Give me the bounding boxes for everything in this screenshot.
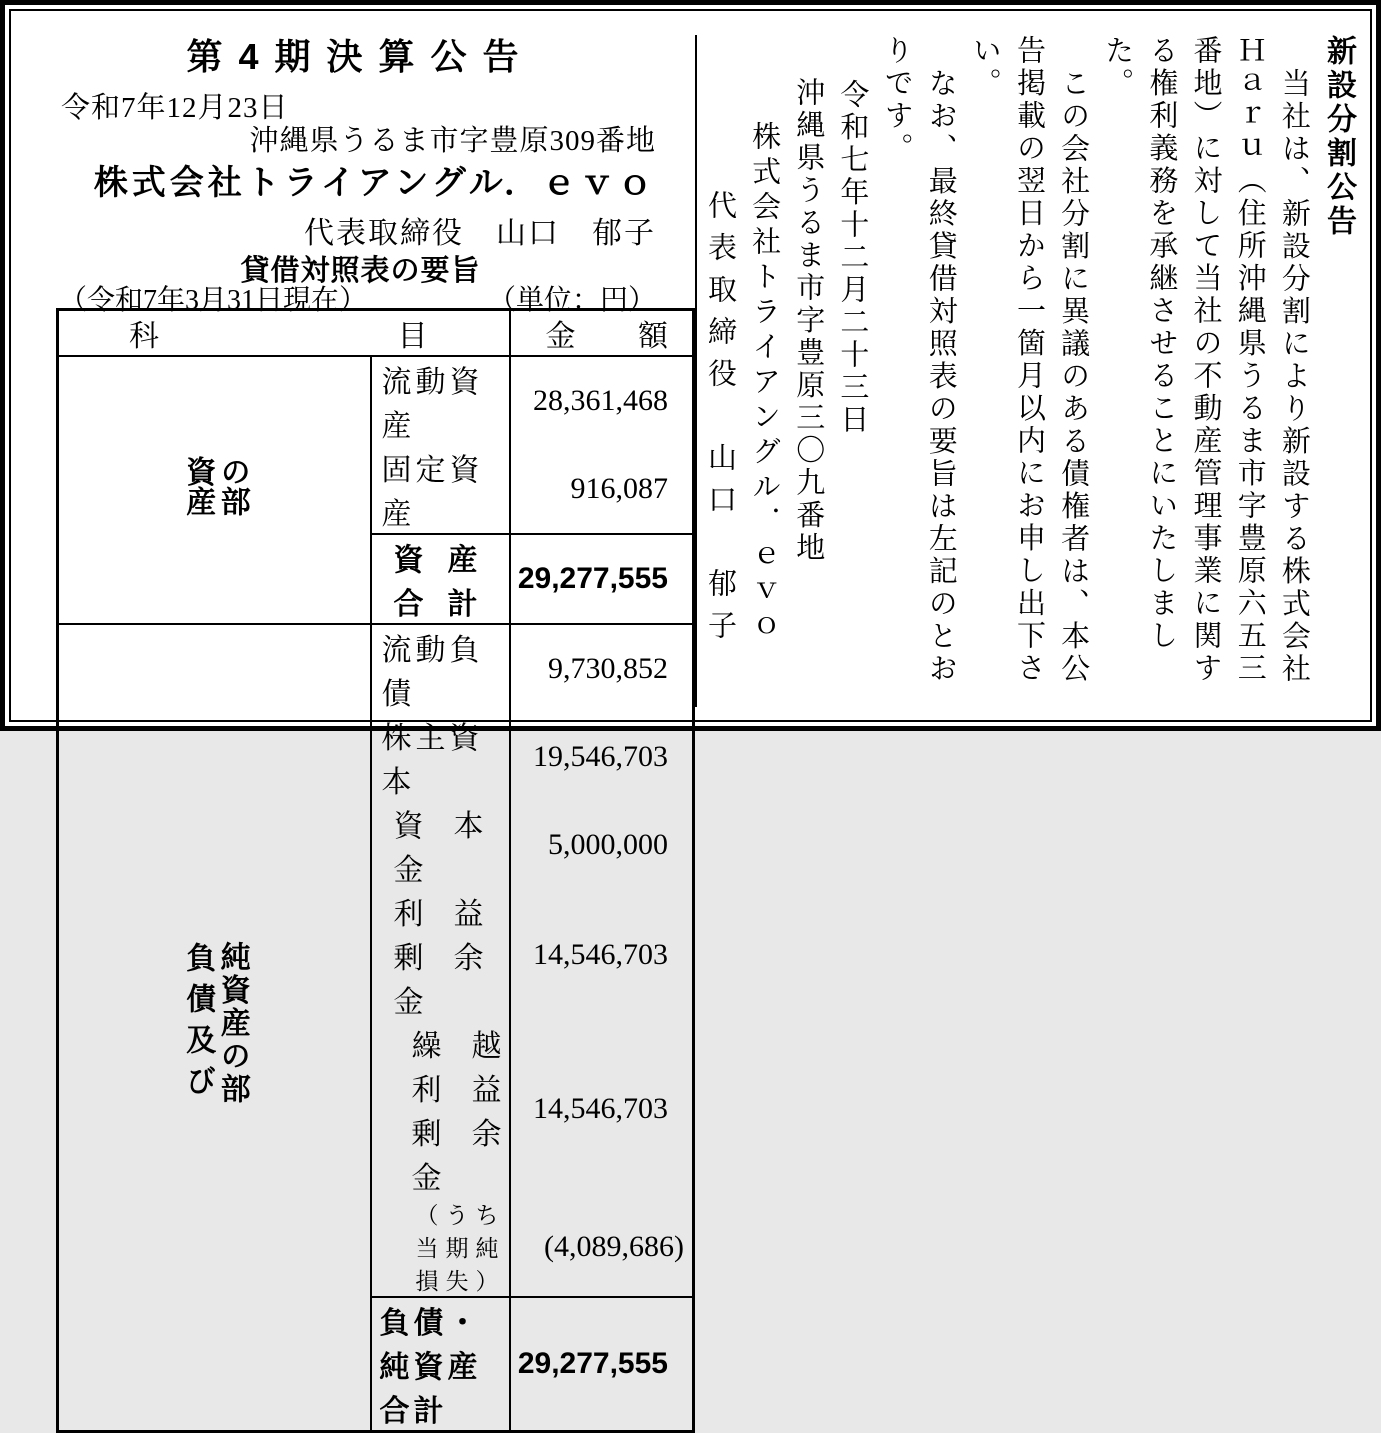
notice-text-column: なお、最終貸借対照表の要旨は左記のとお: [924, 68, 957, 686]
split-notice-panel: [705, 35, 1353, 695]
group-label-line: 負債及び: [181, 941, 215, 1106]
group-label-line: 純資産の部: [215, 941, 249, 1106]
amount-header-cell: [510, 310, 693, 357]
representative-name: 代表取締役 山口 郁子: [304, 217, 656, 250]
notice-text-column: た。: [1101, 35, 1134, 100]
subject-header-char: 科: [129, 320, 159, 353]
notice-text-column: 当社は、新設分割により新設する株式会社: [1277, 68, 1310, 686]
row-label: 流動資産: [381, 366, 480, 443]
row-label: 繰越利益剰余金: [411, 1030, 502, 1195]
row-amount: 9,730,852: [510, 624, 693, 713]
row-amount: 28,361,468: [510, 356, 693, 445]
notice-address-column: 沖縄県うるま市字豊原三〇九番地: [792, 77, 825, 565]
amount-header-char: 金: [545, 320, 576, 353]
notice-text-column: る権利義務を承継させることにいたしまし: [1145, 35, 1178, 653]
row-amount: 14,546,703: [510, 1021, 693, 1197]
total-label: 資産合計: [371, 534, 511, 624]
company-name: 株式会社トライアングル．ｅｖｏ: [93, 164, 656, 202]
row-label: 固定資産: [381, 454, 480, 531]
panel-divider-line: [695, 35, 697, 707]
table-row: [58, 624, 694, 713]
page-title: 第4期決算公告: [186, 36, 535, 77]
balance-sheet-title: 貸借対照表の要旨: [240, 255, 481, 287]
notice-representative-column: 代表取締役 山口 郁子: [704, 190, 736, 652]
row-label: 資本金: [393, 810, 484, 887]
group-label-line: 資産: [181, 456, 215, 516]
notice-text-column: 番地）に対して当社の不動産管理事業に関す: [1189, 35, 1222, 685]
balance-sheet-asof-date: （令和7年3月31日現在）: [59, 285, 368, 316]
balance-sheet-unit: （単位：円）: [487, 285, 656, 316]
announcement-date: 令和7年12月23日: [61, 92, 289, 124]
subject-header-char: 目: [397, 320, 428, 353]
row-label: 株主資本: [381, 722, 480, 799]
subject-header-cell: [58, 310, 511, 357]
balance-sheet-table: [56, 308, 695, 1433]
table-header-row: [58, 310, 694, 357]
total-amount: 29,277,555: [510, 1297, 693, 1432]
assets-group-cell: [58, 356, 371, 624]
row-amount: (4,089,686): [510, 1197, 693, 1297]
notice-text-column: りです。: [880, 35, 913, 165]
notice-text-column: 告掲載の翌日から一箇月以内にお申し出下さ: [1012, 35, 1045, 685]
notice-text-column: この会社分割に異議のある債権者は、本公: [1057, 68, 1090, 686]
row-amount: 14,546,703: [510, 889, 693, 1021]
amount-header-char: 額: [638, 320, 668, 353]
notice-company-column: 株式会社トライアングル．ｅｖｏ: [748, 121, 781, 646]
notice-date-column: 令和七年十二月二十三日: [836, 79, 869, 437]
row-amount: 19,546,703: [510, 713, 693, 801]
notice-heading: 新設分割公告: [1321, 35, 1355, 239]
group-label-line: の部: [215, 456, 249, 516]
total-amount: 29,277,555: [510, 534, 693, 624]
financial-statement-panel: [5, 5, 695, 1428]
row-amount: 5,000,000: [510, 801, 693, 889]
row-amount: 916,087: [510, 445, 693, 534]
total-label: 負債・純資産合計: [371, 1297, 511, 1432]
row-label: 流動負債: [371, 624, 511, 713]
row-label: （うち当期純損失）: [415, 1203, 500, 1294]
company-address: 沖縄県うるま市字豊原309番地: [249, 125, 656, 157]
notice-text-column: い。: [968, 35, 1001, 100]
liabilities-group-cell: [58, 624, 371, 1432]
notice-text-column: Ｈａｒｕ（住所沖縄県うるま市字豊原六五三: [1233, 35, 1266, 685]
table-row: [58, 356, 694, 445]
row-label: 利益剰余金: [393, 898, 484, 1019]
